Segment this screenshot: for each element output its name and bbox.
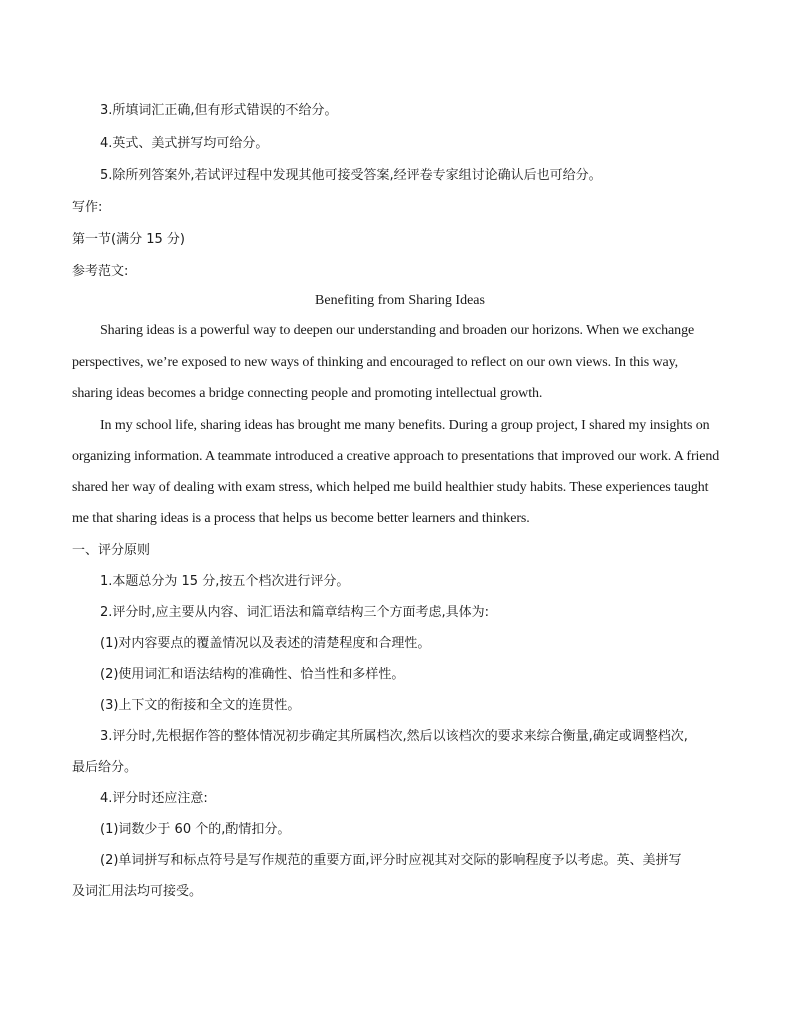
essay-para2-line4: me that sharing ideas is a process that helps us become better learners and thinkers. — [72, 511, 530, 526]
scoring-item4-sub2-line1: (2)单词拼写和标点符号是写作规范的重要方面,评分时应视其对交际的影响程度予以考虑。英、美拼写 — [100, 853, 682, 868]
essay-para1-line3: sharing ideas becomes a bridge connecting people and promoting intellectual growth. — [72, 386, 543, 401]
essay-para1-line2: perspectives, we’re exposed to new ways of thinking and encouraged to reflect on our own views. In this way, — [72, 355, 679, 370]
scoring-item1: 1.本题总分为 15 分,按五个档次进行评分。 — [100, 574, 350, 589]
scoring-item3-line2: 最后给分。 — [72, 760, 138, 775]
section-writing: 写作: — [72, 200, 103, 215]
essay-para2-line3: shared her way of dealing with exam stress, which helped me build healthier study habits. These experiences taught — [72, 480, 709, 495]
scoring-item4-sub1: (1)词数少于 60 个的,酌情扣分。 — [100, 822, 291, 837]
essay-title: Benefiting from Sharing Ideas — [315, 293, 485, 308]
scoring-item2-sub2: (2)使用词汇和语法结构的准确性、恰当性和多样性。 — [100, 667, 405, 682]
scoring-heading: 一、评分原则 — [72, 543, 151, 558]
note-4: 4.英式、美式拼写均可给分。 — [100, 136, 269, 151]
section-part1: 第一节(满分 15 分) — [72, 232, 185, 247]
scoring-item2-sub3: (3)上下文的衔接和全文的连贯性。 — [100, 698, 301, 713]
essay-para2-line1: In my school life, sharing ideas has brought me many benefits. During a group project, I shared my insights on — [100, 418, 710, 433]
scoring-item3-line1: 3.评分时,先根据作答的整体情况初步确定其所属档次,然后以该档次的要求来综合衡量,确定或调整档次, — [100, 729, 688, 744]
section-sample: 参考范文: — [72, 264, 129, 279]
scoring-item2: 2.评分时,应主要从内容、词汇语法和篇章结构三个方面考虑,具体为: — [100, 605, 490, 620]
scoring-item4: 4.评分时还应注意: — [100, 791, 208, 806]
scoring-item4-sub2-line2: 及词汇用法均可接受。 — [72, 884, 203, 899]
essay-para2-line2: organizing information. A teammate introduced a creative approach to presentations that improved our work. A friend — [72, 449, 720, 464]
essay-para1-line1: Sharing ideas is a powerful way to deepen our understanding and broaden our horizons. When we exchange — [100, 323, 695, 338]
scoring-item2-sub1: (1)对内容要点的覆盖情况以及表述的清楚程度和合理性。 — [100, 636, 431, 651]
note-5: 5.除所列答案外,若试评过程中发现其他可接受答案,经评卷专家组讨论确认后也可给分。 — [100, 168, 602, 183]
note-3: 3.所填词汇正确,但有形式错误的不给分。 — [100, 103, 338, 118]
